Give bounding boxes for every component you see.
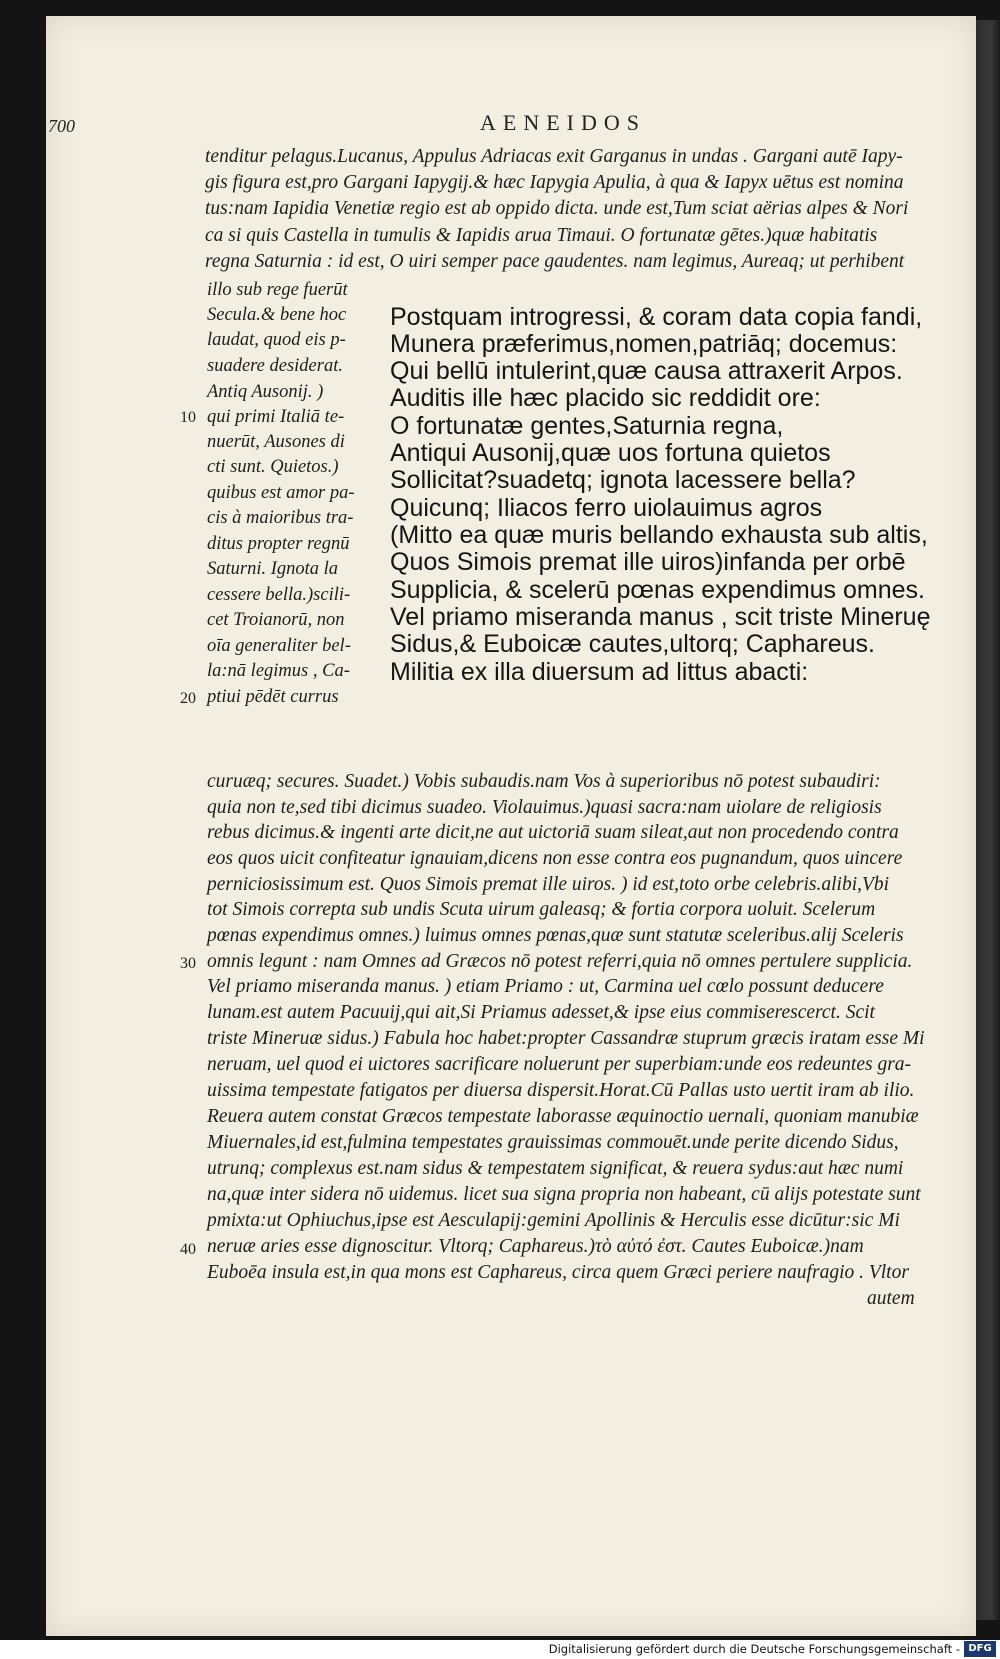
commentary-line: neruam, uel quod ei uictores sacrificare noluerunt per superbiam:unde eos redeuntes gra- xyxy=(207,1054,912,1075)
commentary-line: perniciosissimum est. Quos Simois premat ille uiros. ) id est,toto orbe celebris.alibi,Vbi xyxy=(207,874,890,895)
commentary-line: omnis legunt : nam Omnes ad Græcos nō potest referri,quia nō omnes pertulere supplicia. xyxy=(207,951,913,972)
line-number: 30 xyxy=(180,955,196,972)
commentary-line: tus:nam Iapidia Venetiæ regio est ab oppido dicta. unde est,Tum sciat aërias alpes & Nori xyxy=(205,198,909,219)
commentary-line: quia non te,sed tibi dicimus suadeo. Violauimus.)quasi sacra:nam uiolare de religiosis xyxy=(207,797,882,818)
commentary-line: triste Mineruæ sidus.) Fabula hoc habet:propter Cassandræ stuprum græcis iratam esse Mi xyxy=(207,1028,925,1049)
gloss-line: nuerūt, Ausones di xyxy=(207,432,345,452)
verse-line: Quos Simois premat ille uiros)infanda per orbē xyxy=(390,548,906,576)
commentary-line: gis figura est,pro Gargani Iapygij.& hæc Iapygia Apulia, à qua & Iapyx uētus est nomina xyxy=(205,172,904,193)
dfg-logo: DFG xyxy=(964,1641,996,1657)
commentary-line: pœnas expendimus omnes.) luimus omnes pœnas,quæ sunt statutæ sceleribus.alij Sceleris xyxy=(207,925,904,946)
verse-line: Antiqui Ausonij,quæ uos fortuna quietos xyxy=(390,439,831,467)
commentary-line: ca si quis Castella in tumulis & Iapidis arua Timaui. O fortunatæ gētes.)quæ habitatis xyxy=(205,225,878,246)
line-number: 20 xyxy=(180,690,196,707)
verse-line: Supplicia, & scelerū pœnas expendimus omnes. xyxy=(390,576,925,604)
verse-line: Vel priamo miseranda manus , scit triste Mineruę xyxy=(390,603,931,631)
verse-line: (Mitto ea quæ muris bellando exhausta sub altis, xyxy=(390,521,928,549)
gloss-line: illo sub rege fuerūt xyxy=(207,280,348,300)
verse-line: O fortunatæ gentes,Saturnia regna, xyxy=(390,412,784,440)
commentary-line: utrunq; complexus est.nam sidus & tempestatem significat, & reuera sydus:aut hæc numi xyxy=(207,1158,904,1179)
gloss-line: Saturni. Ignota la xyxy=(207,559,339,579)
page-number: 700 xyxy=(48,116,75,136)
commentary-line: neruæ aries esse dignoscitur. Vltorq; Caphareus.)τὸ αὐτό ἐστ. Cautes Euboicæ.)nam xyxy=(207,1236,864,1257)
commentary-line: Euboēa insula est,in qua mons est Caphareus, circa quem Græci periere naufragio . Vltor xyxy=(207,1262,909,1283)
gloss-line: Secula.& bene hoc xyxy=(207,305,347,325)
gloss-line: ptiui pēdēt currus xyxy=(207,687,339,707)
commentary-line: na,quæ inter sidera nō uidemus. licet sua signa propria non habeant, cū alijs potestate sunt xyxy=(207,1184,921,1205)
gloss-line: cti sunt. Quietos.) xyxy=(207,457,339,477)
commentary-line: curuæq; secures. Suadet.) Vobis subaudis.nam Vos à superioribus nō potest subaudiri: xyxy=(207,771,881,792)
commentary-line: rebus dicimus.& ingenti arte dicit,ne aut uictoriā suam sileat,aut non procedendo contra xyxy=(207,822,899,843)
line-number: 10 xyxy=(180,409,196,426)
gloss-line: cet Troianorū, non xyxy=(207,610,345,630)
commentary-line: lunam.est autem Pacuuij,qui ait,Si Priamus adesset,& ipse eius commiserescerct. Scit xyxy=(207,1002,875,1023)
gloss-line: ditus propter regnū xyxy=(207,534,350,554)
commentary-line: uissima tempestate fatigatos per diuersa dispersit.Horat.Cū Pallas usto uertit iram ab ilio. xyxy=(207,1080,915,1101)
commentary-line: Miuernales,id est,fulmina tempestates grauissimas commouēt.unde perite dicendo Sidus, xyxy=(207,1132,899,1153)
verse-line: Sollicitat?suadetq; ignota lacessere bella? xyxy=(390,466,856,494)
commentary-line: pmixta:ut Ophiuchus,ipse est Aesculapij:gemini Apollinis & Herculis esse dicūtur:sic Mi xyxy=(207,1210,900,1231)
verse-line: Militia ex illa diuersum ad littus abacti: xyxy=(390,658,809,686)
commentary-line: tot Simois correpta sub undis Scuta uirum galeasq; & fortia corpora uoluit. Scelerum xyxy=(207,899,876,920)
gloss-line: qui primi Italiā te- xyxy=(207,407,345,427)
line-number: 40 xyxy=(180,1241,196,1258)
gloss-line: cessere bella.)scili- xyxy=(207,585,351,605)
gloss-line: quibus est amor pa- xyxy=(207,483,355,503)
gloss-line: laudat, quod eis p- xyxy=(207,330,346,350)
commentary-line: eos quos uicit confiteatur ignauiam,dicens non esse contra eos pugnandum, quos uincere xyxy=(207,848,903,869)
verse-line: Qui bellū intulerint,quæ causa attraxerit Arpos. xyxy=(390,357,903,385)
verse-line: Postquam introgressi, & coram data copia fandi, xyxy=(390,303,923,331)
gloss-line: la:nā legimus , Ca- xyxy=(207,661,350,681)
commentary-line: tenditur pelagus.Lucanus, Appulus Adriacas exit Garganus in undas . Gargani autē Iapy- xyxy=(205,146,903,167)
gloss-line: oīa generaliter bel- xyxy=(207,636,351,656)
commentary-line: regna Saturnia : id est, O uiri semper pace gaudentes. nam legimus, Aureaq; ut perhibent xyxy=(205,251,905,272)
verse-line: Sidus,& Euboicæ cautes,ultorq; Caphareus. xyxy=(390,630,875,658)
gloss-line: suadere desiderat. xyxy=(207,356,343,376)
footer-bar xyxy=(0,1640,1000,1659)
catchword: autem xyxy=(867,1288,915,1309)
book-edge xyxy=(976,20,1000,1620)
verse-line: Munera præferimus,nomen,patriāq; docemus: xyxy=(390,330,898,358)
commentary-line: Vel priamo miseranda manus. ) etiam Priamo : ut, Carmina uel cœlo possunt deducere xyxy=(207,976,884,997)
commentary-line: Reuera autem constat Græcos tempestate laborasse æquinoctio uernali, quoniam manubiæ xyxy=(207,1106,919,1127)
verse-line: Quicunq; Iliacos ferro uiolauimus agros xyxy=(390,494,823,522)
funding-credit: Digitalisierung gefördert durch die Deutsche Forschungsgemeinschaft - xyxy=(548,1642,960,1656)
running-head: AENEIDOS xyxy=(480,110,646,135)
gloss-line: cis à maioribus tra- xyxy=(207,508,354,528)
gloss-line: Antiq Ausonij. ) xyxy=(207,382,324,402)
verse-line: Auditis ille hæc placido sic reddidit ore: xyxy=(390,384,821,412)
